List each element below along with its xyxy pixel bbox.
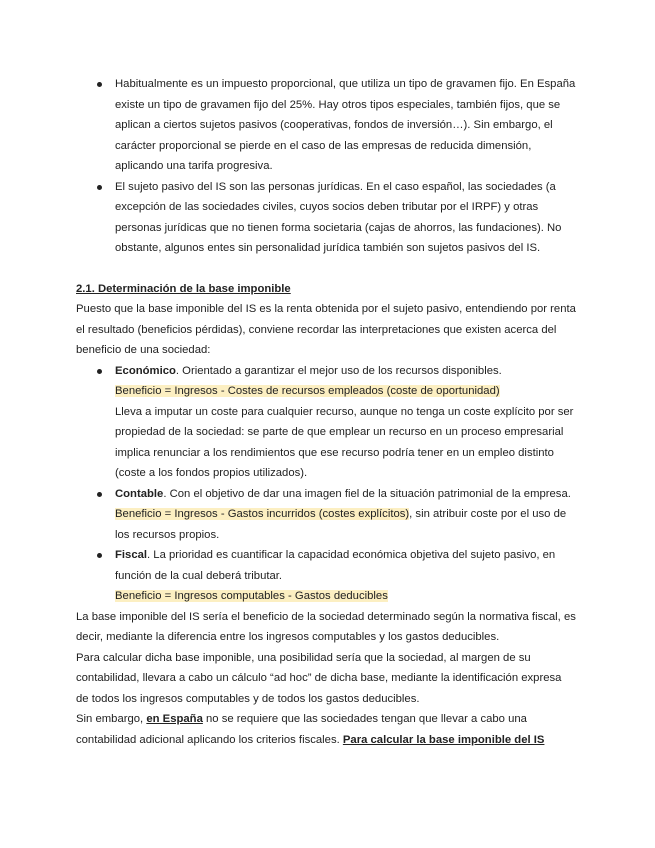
item-term: Contable bbox=[115, 487, 164, 500]
emphasis-en-espana: en España bbox=[146, 713, 203, 725]
bullet-taxable-person: El sujeto pasivo del IS son las personas jurídicas. En el caso español, las sociedades (a excepción de las sociedades civiles, cuyos socios deben tributar por el IRPF) y otras personas jurídicas que no tienen forma societaria (cajas de ahorros, las fundaciones). No obstante, algunos entes sin personalidad jurídica también son sujetos pasivos del IS. bbox=[76, 177, 576, 259]
profit-definitions-list bbox=[76, 361, 576, 607]
item-text: . Orientado a garantizar el mejor uso de los recursos disponibles. bbox=[175, 364, 502, 377]
item-term: Fiscal bbox=[115, 549, 148, 561]
text-run: no se requiere que las sociedades tengan que llevar a cabo una contabilidad adicional aplicando los criterios fiscales. bbox=[76, 713, 527, 746]
intro-bullet-list bbox=[76, 74, 576, 259]
item-fiscal bbox=[76, 545, 576, 607]
item-explanation: Lleva a imputar un coste para cualquier recurso, aunque no tenga un coste explícito por ser propiedad de la sociedad: se parte de que emplear un recurso en un proceso empresarial implica renunciar a los rendimientos que ese recurso podría tener en un empleo distinto (coste a los fondos propios utilizados). bbox=[115, 405, 574, 479]
section-intro: Puesto que la base imponible del IS es la renta obtenida por el sujeto pasivo, entendiendo por renta el resultado (beneficios pérdidas), conviene recordar las interpretaciones que existen acerca del beneficio de una sociedad: bbox=[76, 303, 576, 356]
section-heading: 2.1. Determinación de la base imponible bbox=[76, 282, 291, 295]
paragraph-espana bbox=[76, 709, 576, 750]
item-text: . La prioridad es cuantificar la capacidad económica objetiva del sujeto pasivo, en función de la cual deberá tributar. bbox=[115, 549, 556, 582]
formula-highlight: Beneficio = Ingresos computables - Gastos deducibles bbox=[115, 590, 388, 602]
formula-highlight: Beneficio = Ingresos - Gastos incurridos (costes explícitos) bbox=[115, 508, 410, 520]
text-run: Sin embargo, bbox=[76, 713, 147, 725]
item-contable bbox=[76, 484, 576, 546]
paragraph-base-imponible: La base imponible del IS sería el beneficio de la sociedad determinado según la normativa fiscal, es decir, mediante la diferencia entre los ingresos computables y los gastos deducibles. bbox=[76, 610, 576, 643]
item-economico bbox=[76, 361, 576, 484]
item-after-text: , sin atribuir coste por el uso de los recursos propios. bbox=[115, 508, 567, 541]
item-term: Económico bbox=[115, 364, 176, 377]
emphasis-calcular-base: Para calcular la base imponible del IS bbox=[342, 733, 545, 746]
item-text: . Con el objetivo de dar una imagen fiel de la situación patrimonial de la empresa. bbox=[163, 487, 571, 500]
bullet-tax-rate: Habitualmente es un impuesto proporcional, que utiliza un tipo de gravamen fijo. En España existe un tipo de gravamen fijo del 25%. Hay otros tipos especiales, también fijos, que se aplican a ciertos sujetos pasivos (cooperativas, fondos de inversión…). Sin embargo, el carácter proporcional se pierde en el caso de las empresas de reducida dimensión, aplicando una tarifa progresiva. bbox=[76, 74, 576, 177]
document-content bbox=[76, 74, 576, 750]
formula-highlight: Beneficio = Ingresos - Costes de recursos empleados (coste de oportunidad) bbox=[115, 385, 500, 397]
paragraph-calculo: Para calcular dicha base imponible, una posibilidad sería que la sociedad, al margen de su contabilidad, llevara a cabo un cálculo “ad hoc” de dicha base, mediante la identificación expresa de todos los ingresos computables y de todos los gastos deducibles. bbox=[76, 651, 562, 705]
